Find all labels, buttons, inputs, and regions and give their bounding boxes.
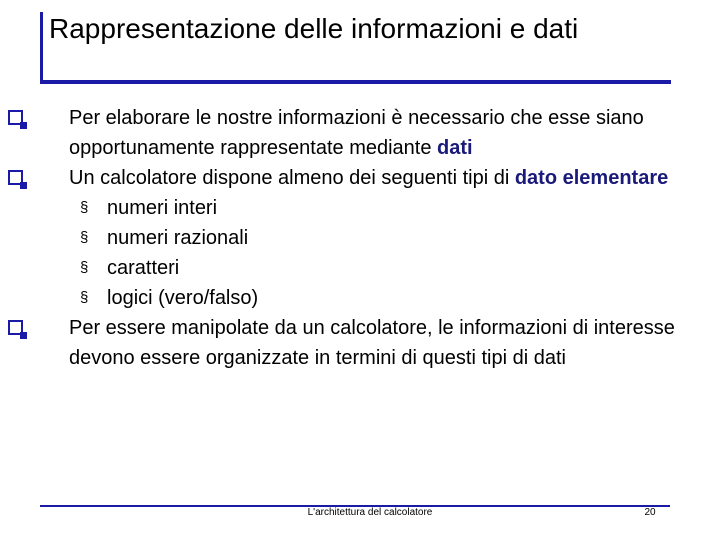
section-marker-icon: § — [80, 199, 89, 216]
bullet-text: Per elaborare le nostre informazioni è necessario che esse siano opportunamente rappresentate mediante dati — [69, 107, 644, 159]
sub-list-item — [0, 193, 720, 223]
page-number: 20 — [644, 507, 656, 518]
title-underline — [40, 80, 671, 84]
checkbox-bullet-icon — [8, 110, 23, 125]
footer-title: L'architettura del calcolatore — [307, 507, 433, 518]
section-marker-icon: § — [80, 289, 89, 306]
highlighted-term: dati — [437, 137, 473, 159]
section-marker-icon: § — [80, 229, 89, 246]
bullet-item — [0, 163, 720, 193]
sub-list-item — [0, 223, 720, 253]
section-marker-icon: § — [80, 259, 89, 276]
checkbox-bullet-icon — [8, 170, 23, 185]
slide-title: Rappresentazione delle informazioni e dati — [49, 13, 579, 44]
sub-item-text: caratteri — [107, 257, 180, 279]
slide-body — [0, 103, 720, 373]
bullet-text: Un calcolatore dispone almeno dei seguenti tipi di dato elementare — [69, 167, 669, 189]
bullet-item — [0, 313, 720, 373]
title-left-rule — [40, 12, 43, 82]
bullet-item — [0, 103, 720, 163]
sub-item-text: logici (vero/falso) — [107, 287, 259, 309]
highlighted-term: dato elementare — [514, 167, 669, 189]
sub-list-item — [0, 253, 720, 283]
sub-item-text: numeri interi — [107, 197, 218, 219]
checkbox-bullet-icon — [8, 320, 23, 335]
bullet-text: Per essere manipolate da un calcolatore, le informazioni di interesse devono essere organizzate in termini di questi tipi di dati — [69, 317, 675, 369]
sub-item-text: numeri razionali — [107, 227, 249, 249]
sub-list-item — [0, 283, 720, 313]
